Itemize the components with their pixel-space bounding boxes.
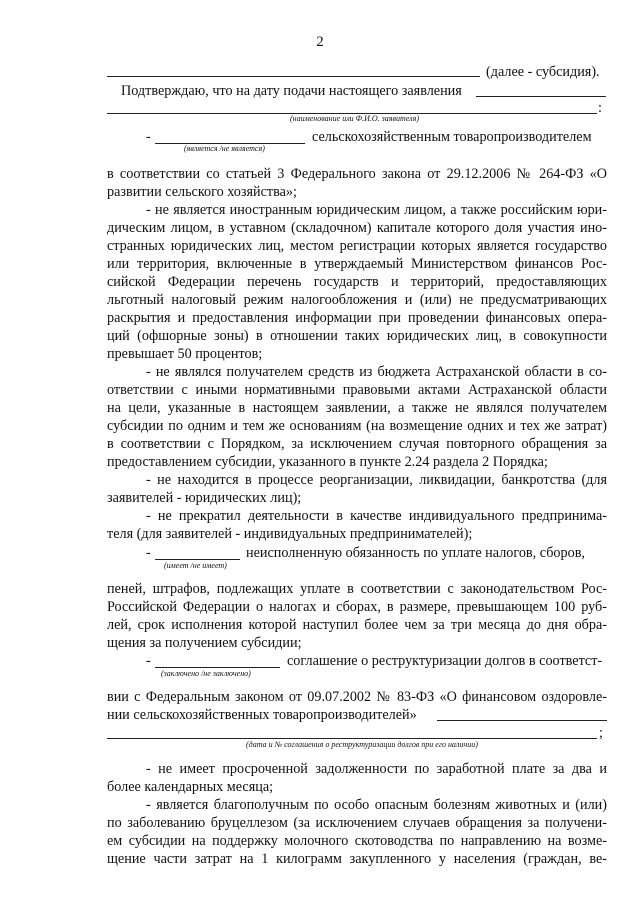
- agreement-details-line-2: [107, 738, 597, 739]
- agreement-dash: -: [146, 653, 151, 669]
- page-number: 2: [316, 34, 324, 50]
- text-line: более календарных месяца;: [107, 779, 274, 795]
- text-line: заявителей - юридических лиц);: [107, 490, 302, 506]
- agreement-status-caption: (заключено /не заключено): [161, 669, 251, 678]
- tax-status-caption: (имеет /не имеет): [164, 561, 227, 570]
- text-line: ций (офшорные зоны) в отношении таких юридических лиц, в совокупности: [107, 328, 607, 344]
- tax-text: неисполненную обязанность по уплате налогов, сборов,: [246, 545, 585, 561]
- text-line: развитии сельского хозяйства»;: [107, 184, 297, 200]
- text-line: щения за получением субсидии;: [107, 635, 302, 651]
- text-line: Российской Федерации о налогах и сборах, в размере, превышающем 100 руб-: [107, 599, 607, 615]
- text-line: нии сельскохозяйственных товаропроизводителей»: [107, 707, 417, 723]
- producer-text: сельскохозяйственным товаропроизводителем: [312, 129, 592, 145]
- text-line: - не является иностранным юридическим лицом, а также российским юри-: [146, 202, 607, 218]
- header-colon: :: [598, 100, 602, 116]
- agreement-semicolon: ;: [599, 725, 603, 741]
- confirm-text: Подтверждаю, что на дату подачи настоящего заявления: [121, 83, 462, 99]
- text-line: или территория, включенные в утверждаемый Министерством финансов Рос-: [107, 256, 607, 272]
- text-line: лей, срок исполнения которой наступил более чем за три месяца до дня обра-: [107, 617, 607, 633]
- producer-status-caption: (является /не является): [184, 144, 265, 153]
- text-line: вии с Федеральным законом от 09.07.2002 № 83-ФЗ «О финансовом оздоровле-: [107, 689, 607, 705]
- applicant-line-1: [476, 96, 606, 97]
- text-line: раскрытия и предоставления информации при проведении финансовых опера-: [107, 310, 607, 326]
- text-line: дическим лицом, в уставном (складочном) капитале которого доля участия ино-: [107, 220, 607, 236]
- text-line: ответствии с иными нормативными правовыми актами Астраханской области: [107, 382, 607, 398]
- text-line: - не находится в процессе реорганизации, ликвидации, банкротства (для: [146, 472, 607, 488]
- subsidy-name-line: [107, 76, 480, 77]
- text-line: превышает 50 процентов;: [107, 346, 263, 362]
- agreement-details-line-1: [437, 720, 607, 721]
- text-line: по заболеванию бруцеллезом (за исключением случаев обращения за получени-: [107, 815, 607, 831]
- text-line: щение части затрат на 1 килограмм закупленного у населения (граждан, ве-: [107, 851, 607, 867]
- text-line: пеней, штрафов, подлежащих уплате в соответствии с законодательством Рос-: [107, 581, 607, 597]
- text-line: - не имеет просроченной задолженности по заработной плате за два и: [146, 761, 607, 777]
- text-line: странных юридических лиц, местом регистрации которых является государство: [107, 238, 607, 254]
- text-line: теля (для заявителей - индивидуальных предпринимателей);: [107, 526, 473, 542]
- text-line: - не прекратил деятельности в качестве индивидуального предпринима-: [146, 508, 607, 524]
- text-line: льготный налоговый режим налогообложения и (или) не предусматривающих: [107, 292, 607, 308]
- agreement-details-caption: (дата и № соглашения о реструктуризации долгов при его наличии): [246, 740, 478, 749]
- text-line: - является благополучным по особо опасным болезням животных и (или): [146, 797, 607, 813]
- after-subsidy-text: (далее - субсидия).: [486, 64, 600, 80]
- text-line: ем субсидии на поддержку молочного скотоводства по направлению на возме-: [107, 833, 607, 849]
- text-line: в соответствии с Порядком, за исключением случая повторного обращения за: [107, 436, 607, 452]
- agreement-text: соглашение о реструктуризации долгов в соответст-: [287, 653, 603, 669]
- text-line: в соответствии со статьей 3 Федерального закона от 29.12.2006 № 264-ФЗ «О: [107, 166, 607, 182]
- text-line: на цели, указанные в настоящем заявлении, а также не являлся получателем: [107, 400, 607, 416]
- text-line: субсидии по одним и тем же основаниям (на возмещение одних и тех же затрат): [107, 418, 607, 434]
- tax-dash: -: [146, 545, 151, 561]
- text-line: сийской Федерации перечень государств и территорий, предоставляющих: [107, 274, 607, 290]
- producer-dash: -: [146, 129, 151, 145]
- agreement-status-line: [155, 667, 280, 668]
- text-line: предоставлением субсидии, указанного в пункте 2.24 раздела 2 Порядка;: [107, 454, 548, 470]
- tax-status-line: [155, 559, 240, 560]
- text-line: - не являлся получателем средств из бюджета Астраханской области в со-: [146, 364, 607, 380]
- applicant-name-caption: (наименование или Ф.И.О. заявителя): [290, 114, 419, 123]
